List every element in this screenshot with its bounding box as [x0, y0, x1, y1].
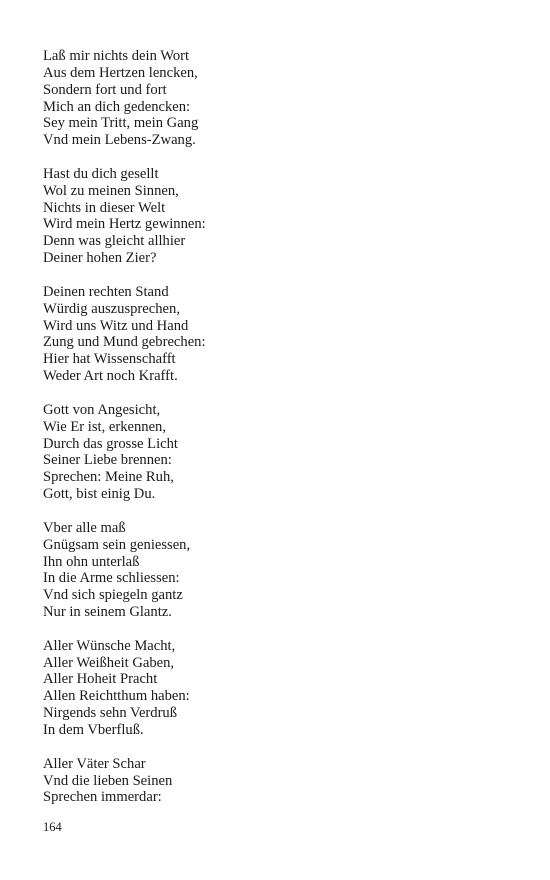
poem-line: Sprechen: Meine Ruh, — [43, 469, 174, 486]
poem-line: Nichts in dieser Welt — [43, 199, 166, 216]
poem-line: Mich an dich gedencken: — [43, 98, 191, 115]
poem-line: Aller Hoheit Pracht — [43, 671, 158, 688]
page-number: 164 — [43, 820, 62, 834]
poem-line: Seiner Liebe brennen: — [43, 452, 172, 469]
poem-line: Vnd sich spiegeln gantz — [43, 587, 183, 604]
poem-line: Aus dem Hertzen lencken, — [43, 64, 198, 81]
poem-line: Laß mir nichts dein Wort — [43, 48, 190, 64]
poem-line: Durch das grosse Licht — [43, 435, 178, 452]
poem-line: Gott, bist einig Du. — [43, 486, 156, 503]
poem-line: Wol zu meinen Sinnen, — [43, 182, 179, 199]
poem-line: Deiner hohen Zier? — [43, 250, 157, 267]
poem-line: Hast du dich gesellt — [43, 165, 159, 182]
poem-line: Deinen rechten Stand — [43, 283, 169, 300]
poem-line: In dem Vberfluß. — [43, 721, 144, 738]
poem-line: Wie Er ist, erkennen, — [43, 418, 167, 435]
poem-line: Sondern fort und fort — [43, 81, 167, 98]
poem-line: Vnd mein Lebens-Zwang. — [43, 132, 196, 149]
stanza-1 — [43, 48, 523, 149]
poem-line: Aller Weißheit Gaben, — [43, 654, 175, 671]
poem-line: Zung und Mund gebrechen: — [43, 334, 206, 351]
poem-text — [43, 48, 523, 823]
poem-line: Aller Wünsche Macht, — [43, 637, 176, 654]
poem-line: Nirgends sehn Verdruß — [43, 705, 178, 722]
poem-line: Allen Reichtthum haben: — [43, 688, 190, 705]
poem-line: Hier hat Wissenschafft — [43, 351, 176, 368]
poem-line: Nur in seinem Glantz. — [43, 604, 172, 621]
poem-line: Wird mein Hertz gewinnen: — [43, 216, 206, 233]
stanza-2 — [43, 166, 523, 267]
poem-line: Würdig auszusprechen, — [43, 300, 180, 317]
poem-line: Ihn ohn unterlaß — [43, 553, 140, 570]
poem-line: Aller Väter Schar — [43, 755, 146, 772]
poem-line: Gnügsam sein geniessen, — [43, 536, 191, 553]
poem-line: Vnd die lieben Seinen — [43, 772, 173, 789]
poem-line: Sprechen immerdar: — [43, 789, 162, 806]
stanza-6 — [43, 638, 523, 739]
stanza-5 — [43, 520, 523, 621]
poem-line: In die Arme schliessen: — [43, 570, 180, 587]
poem-line: Gott von Angesicht, — [43, 401, 161, 418]
poem-line: Vber alle maß — [43, 519, 126, 536]
poem-line: Weder Art noch Krafft. — [43, 368, 178, 385]
stanza-7 — [43, 756, 523, 807]
stanza-4 — [43, 402, 523, 503]
poem-line: Denn was gleicht allhier — [43, 233, 186, 250]
poem-line: Wird uns Witz und Hand — [43, 317, 189, 334]
stanza-3 — [43, 284, 523, 385]
poem-line: Sey mein Tritt, mein Gang — [43, 115, 199, 132]
